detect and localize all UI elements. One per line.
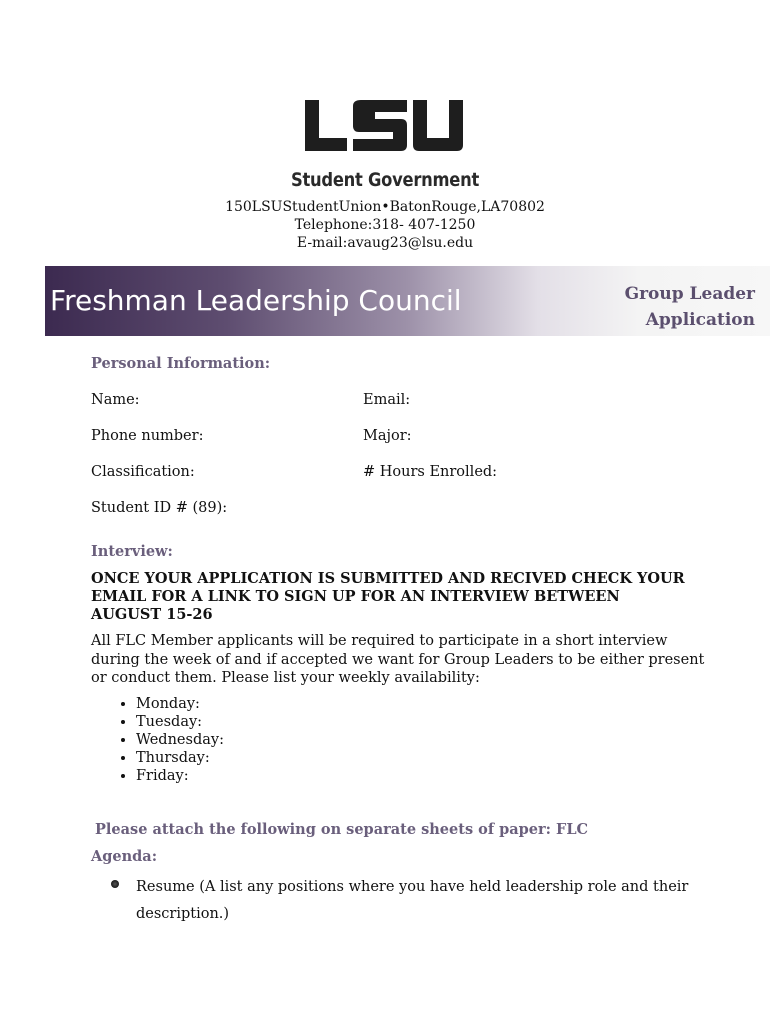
email-label: Email: (363, 392, 411, 408)
resume-item: Resume (A list any positions where you have held leadership role and their description.) (136, 879, 689, 922)
personal-info-heading: Personal Information: (91, 355, 271, 372)
attachments-heading: Please attach the following on separate sheets of paper: FLC (95, 821, 589, 838)
list-item-wednesday: • Wednesday: (136, 731, 224, 749)
list-item-friday: • Friday: (136, 767, 224, 785)
lsu-logo (303, 100, 463, 152)
banner-subtitle-line2: Application (645, 310, 755, 330)
org-name: Student Government (290, 169, 480, 191)
banner-subtitle-line1: Group Leader (624, 284, 755, 304)
student-id-label: Student ID # (89): (91, 500, 228, 516)
address-line: 150LSUStudentUnion•BatonRouge,LA70802 (225, 199, 545, 215)
attachments-heading-cont: Agenda: (91, 848, 158, 865)
email-line: E-mail:avaug23@lsu.edu (296, 235, 474, 251)
interview-paragraph: All FLC Member applicants will be required to participate in a short interview during the week of and if accepted we want for Group Leaders to be either present or conduct them. Please list your weekly availability: (91, 633, 705, 686)
availability-list (91, 695, 224, 785)
phone-label: Phone number: (91, 428, 204, 444)
list-item-monday: • Monday: (136, 695, 224, 713)
interview-heading: Interview: (91, 543, 173, 560)
telephone-line: Telephone:318- 407-1250 (294, 217, 476, 233)
hours-label: # Hours Enrolled: (363, 464, 498, 480)
name-label: Name: (91, 392, 140, 408)
bullet-icon (111, 880, 119, 888)
list-item-tuesday: • Tuesday: (136, 713, 224, 731)
banner-title: Freshman Leadership Council (50, 284, 462, 317)
major-label: Major: (363, 428, 412, 444)
list-item-thursday: • Thursday: (136, 749, 224, 767)
interview-notice: ONCE YOUR APPLICATION IS SUBMITTED AND RECIVED CHECK YOUR EMAIL FOR A LINK TO SIGN UP FOR AN INTERVIEW BETWEEN AUGUST 15-26 (91, 570, 685, 623)
classification-label: Classification: (91, 464, 195, 480)
banner-subtitle (625, 281, 755, 333)
